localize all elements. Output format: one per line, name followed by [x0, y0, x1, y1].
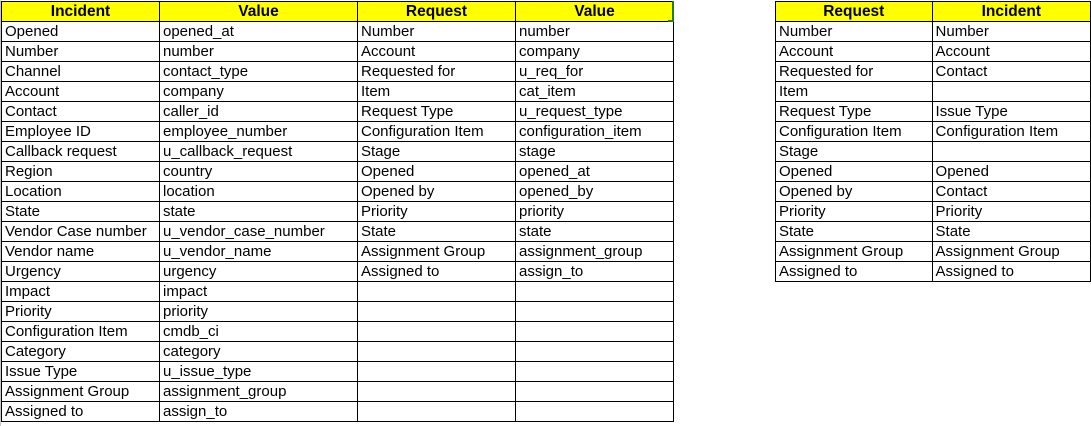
table-row	[2, 282, 674, 302]
table-cell[interactable]: Priority	[932, 202, 1090, 222]
table-cell[interactable]: impact	[160, 282, 358, 302]
table-row	[2, 142, 674, 162]
table-row	[2, 362, 674, 382]
table-cell[interactable]: configuration_item	[516, 122, 674, 142]
table-cell[interactable]	[358, 282, 516, 302]
request-incident-mapping-table	[775, 1, 1091, 282]
table-cell[interactable]: Opened	[776, 162, 933, 182]
table-cell[interactable]: employee_number	[160, 122, 358, 142]
active-cell-selection-border	[668, 1, 674, 22]
table-cell[interactable]: contact_type	[160, 62, 358, 82]
table-cell[interactable]: Requested for	[776, 62, 933, 82]
table-row	[776, 62, 1091, 82]
table-cell[interactable]: Assignment Group	[2, 382, 160, 402]
table-cell[interactable]	[516, 382, 674, 402]
table-cell[interactable]	[516, 282, 674, 302]
table-row	[2, 202, 674, 222]
table-cell[interactable]: category	[160, 342, 358, 362]
table-row	[2, 322, 674, 342]
table-cell[interactable]	[358, 322, 516, 342]
table-cell[interactable]: Opened	[358, 162, 516, 182]
table-cell[interactable]: company	[160, 82, 358, 102]
table-cell[interactable]: Location	[2, 182, 160, 202]
header-cell[interactable]: Request	[776, 2, 933, 22]
table-row	[2, 62, 674, 82]
table-row	[2, 222, 674, 242]
table-cell[interactable]: Priority	[776, 202, 933, 222]
table-row	[2, 342, 674, 362]
table-cell[interactable]	[358, 302, 516, 322]
table-cell[interactable]: Configuration Item	[2, 322, 160, 342]
table-cell[interactable]: assign_to	[160, 402, 358, 422]
table-cell[interactable]	[932, 142, 1090, 162]
table-cell[interactable]: Contact	[932, 62, 1090, 82]
table-cell[interactable]: priority	[516, 202, 674, 222]
table-cell[interactable]: Number	[358, 22, 516, 42]
table-row	[776, 222, 1091, 242]
table-cell[interactable]: State	[776, 222, 933, 242]
table-cell[interactable]: opened_by	[516, 182, 674, 202]
table-row	[2, 22, 674, 42]
table-row	[776, 122, 1091, 142]
table-cell[interactable]	[358, 362, 516, 382]
table-cell[interactable]: location	[160, 182, 358, 202]
table-cell[interactable]: caller_id	[160, 102, 358, 122]
table-row	[2, 82, 674, 102]
table-cell[interactable]: Item	[776, 82, 933, 102]
table-cell[interactable]: assignment_group	[160, 382, 358, 402]
table-cell[interactable]: Opened by	[358, 182, 516, 202]
table-row	[776, 42, 1091, 62]
table-row	[776, 22, 1091, 42]
table-cell[interactable]: Assignment Group	[358, 242, 516, 262]
table-cell[interactable]: Vendor name	[2, 242, 160, 262]
header-cell[interactable]: Incident	[2, 2, 160, 22]
table-cell[interactable]	[516, 322, 674, 342]
table-cell[interactable]: Assigned to	[358, 262, 516, 282]
table-row	[776, 82, 1091, 102]
table-cell[interactable]: Request Type	[776, 102, 933, 122]
table-cell[interactable]: Issue Type	[2, 362, 160, 382]
table-cell[interactable]: Account	[776, 42, 933, 62]
table-cell[interactable]: opened_at	[160, 22, 358, 42]
table-row	[2, 162, 674, 182]
table-cell[interactable]: Priority	[358, 202, 516, 222]
table-row	[2, 42, 674, 62]
table-cell[interactable]: Request Type	[358, 102, 516, 122]
table-cell[interactable]: u_req_for	[516, 62, 674, 82]
table-cell[interactable]: Opened	[932, 162, 1090, 182]
table-cell[interactable]	[932, 82, 1090, 102]
table-cell[interactable]: Region	[2, 162, 160, 182]
table-cell[interactable]: u_issue_type	[160, 362, 358, 382]
table-row	[2, 102, 674, 122]
table-cell[interactable]: Stage	[358, 142, 516, 162]
table-cell[interactable]: number	[516, 22, 674, 42]
table-cell[interactable]: Assigned to	[932, 262, 1090, 282]
table-cell[interactable]: Requested for	[358, 62, 516, 82]
table-cell[interactable]: Account	[2, 82, 160, 102]
table-cell[interactable]: Impact	[2, 282, 160, 302]
table-cell[interactable]: u_vendor_case_number	[160, 222, 358, 242]
table-cell[interactable]: assignment_group	[516, 242, 674, 262]
table-cell[interactable]: Number	[932, 22, 1090, 42]
table-cell[interactable]: Number	[776, 22, 933, 42]
table-cell[interactable]: u_callback_request	[160, 142, 358, 162]
table-cell[interactable]: Issue Type	[932, 102, 1090, 122]
table-cell[interactable]: company	[516, 42, 674, 62]
table-cell[interactable]	[516, 402, 674, 422]
table-cell[interactable]: state	[516, 222, 674, 242]
header-cell[interactable]: Value	[160, 2, 358, 22]
table-cell[interactable]: Employee ID	[2, 122, 160, 142]
table-cell[interactable]: Assigned to	[2, 402, 160, 422]
table-cell[interactable]: Opened by	[776, 182, 933, 202]
table-row	[776, 202, 1091, 222]
table-cell[interactable]: u_vendor_name	[160, 242, 358, 262]
table-cell[interactable]: assign_to	[516, 262, 674, 282]
table-cell[interactable]: Priority	[2, 302, 160, 322]
table-row	[776, 162, 1091, 182]
table-cell[interactable]: Category	[2, 342, 160, 362]
table-cell[interactable]	[516, 362, 674, 382]
table-cell[interactable]: Contact	[932, 182, 1090, 202]
table-row	[2, 182, 674, 202]
table-row	[2, 402, 674, 422]
header-cell[interactable]: Incident	[932, 2, 1090, 22]
table-cell[interactable]: State	[932, 222, 1090, 242]
table-cell[interactable]: number	[160, 42, 358, 62]
table-cell[interactable]	[358, 342, 516, 362]
table-cell[interactable]: Assigned to	[776, 262, 933, 282]
table-cell[interactable]: stage	[516, 142, 674, 162]
incident-request-field-table	[1, 1, 674, 422]
table-cell[interactable]: cmdb_ci	[160, 322, 358, 342]
table-cell[interactable]: opened_at	[516, 162, 674, 182]
table-row	[2, 302, 674, 322]
table-cell[interactable]: State	[2, 202, 160, 222]
table-cell[interactable]: Configuration Item	[932, 122, 1090, 142]
table-cell[interactable]: Vendor Case number	[2, 222, 160, 242]
header-row	[2, 2, 674, 22]
header-cell[interactable]: Value	[516, 2, 674, 22]
table-cell[interactable]: Channel	[2, 62, 160, 82]
table-row	[776, 102, 1091, 122]
table-row	[2, 122, 674, 142]
table-row	[2, 262, 674, 282]
table-cell[interactable]	[516, 302, 674, 322]
table-cell[interactable]: Contact	[2, 102, 160, 122]
table-cell[interactable]: Stage	[776, 142, 933, 162]
table-cell[interactable]: Callback request	[2, 142, 160, 162]
table-cell[interactable]: Opened	[2, 22, 160, 42]
table-cell[interactable]: priority	[160, 302, 358, 322]
header-row	[776, 2, 1091, 22]
table-row	[2, 242, 674, 262]
table-cell[interactable]: Urgency	[2, 262, 160, 282]
table-cell[interactable]: Item	[358, 82, 516, 102]
table-cell[interactable]: Assignment Group	[776, 242, 933, 262]
table-cell[interactable]: u_request_type	[516, 102, 674, 122]
table-cell[interactable]: Configuration Item	[776, 122, 933, 142]
table-row	[776, 242, 1091, 262]
table-cell[interactable]: Account	[932, 42, 1090, 62]
table-cell[interactable]: Configuration Item	[358, 122, 516, 142]
table-cell[interactable]: Number	[2, 42, 160, 62]
table-row	[776, 142, 1091, 162]
table-row	[776, 262, 1091, 282]
table-row	[776, 182, 1091, 202]
table-cell[interactable]: Assignment Group	[932, 242, 1090, 262]
table-cell[interactable]: urgency	[160, 262, 358, 282]
table-cell[interactable]	[358, 382, 516, 402]
table-cell[interactable]	[358, 402, 516, 422]
table-row	[2, 382, 674, 402]
table-cell[interactable]: state	[160, 202, 358, 222]
header-cell[interactable]: Request	[358, 2, 516, 22]
table-cell[interactable]	[516, 342, 674, 362]
table-cell[interactable]: State	[358, 222, 516, 242]
table-cell[interactable]: cat_item	[516, 82, 674, 102]
table-cell[interactable]: Account	[358, 42, 516, 62]
table-cell[interactable]: country	[160, 162, 358, 182]
